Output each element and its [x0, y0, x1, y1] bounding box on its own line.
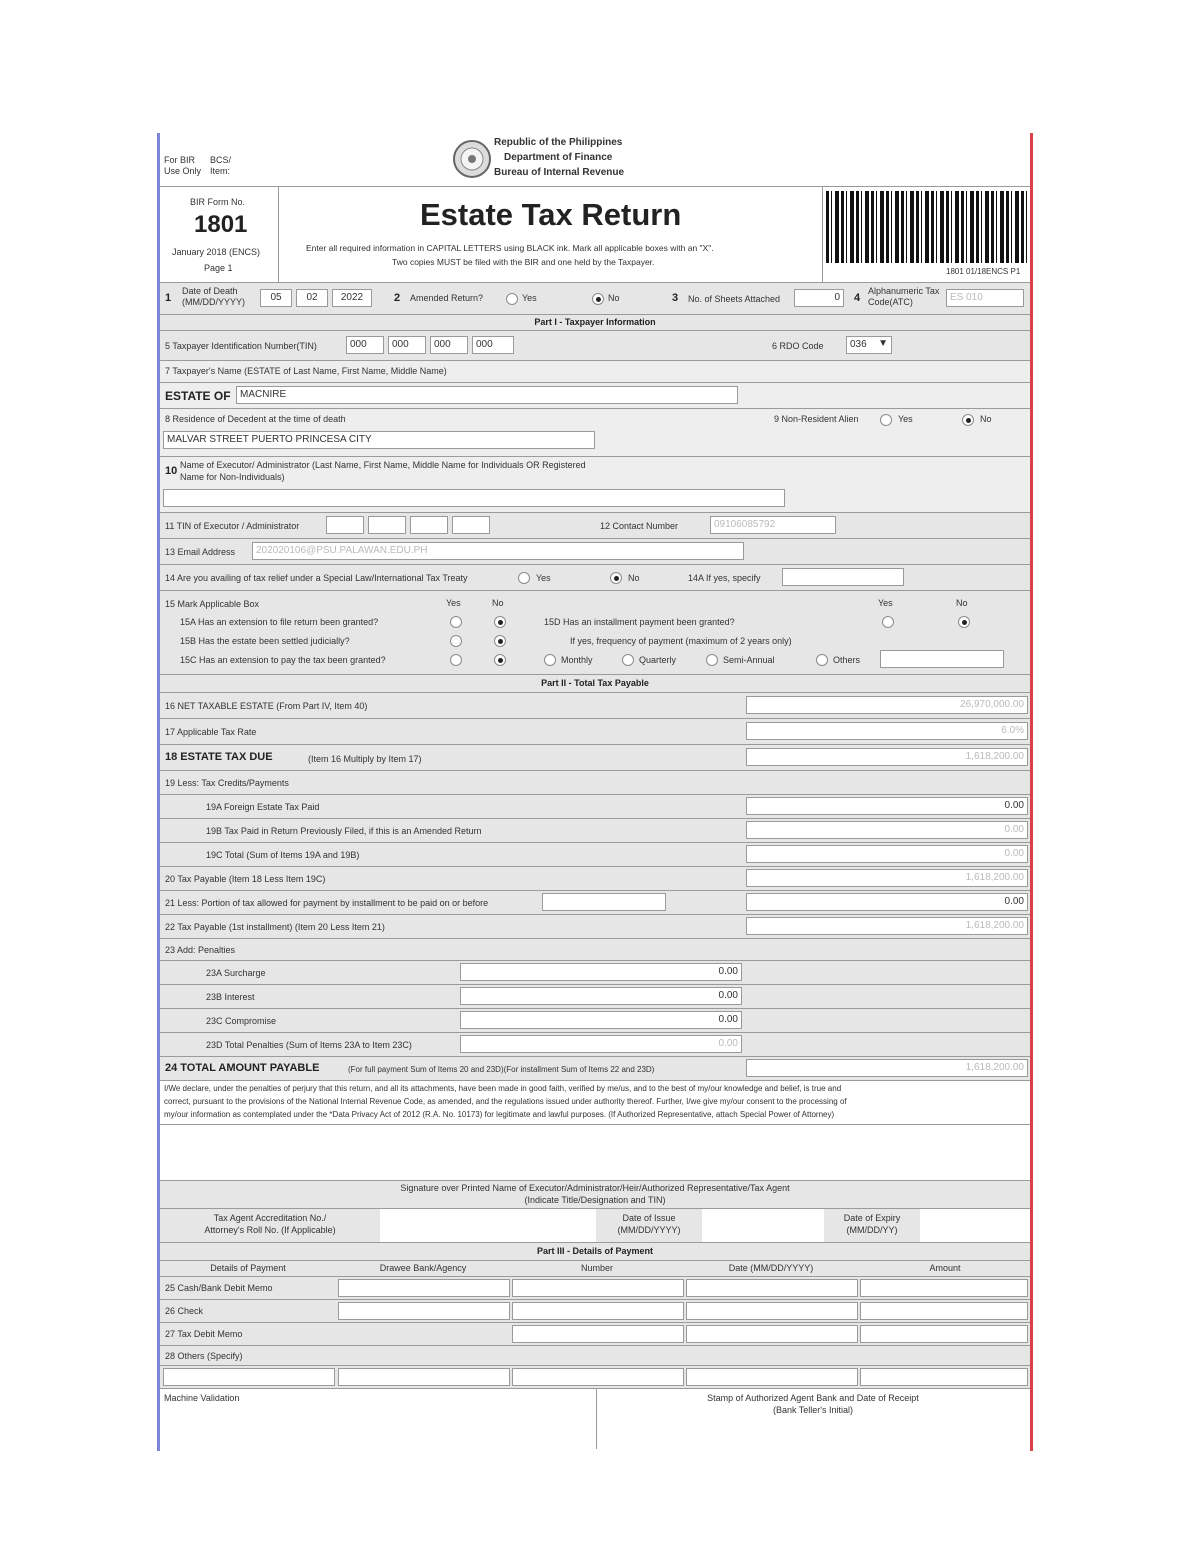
non-resident-no-radio[interactable] [962, 414, 974, 426]
item16-field[interactable]: 26,970,000.00 [746, 696, 1028, 714]
death-day-field[interactable]: 02 [296, 289, 328, 307]
others-drawee-field[interactable] [338, 1368, 510, 1386]
others-amount-field[interactable] [860, 1368, 1028, 1386]
item23a-row [160, 961, 1030, 985]
death-month-field[interactable]: 05 [260, 289, 292, 307]
item19b-row [160, 819, 1030, 843]
item20-row [160, 867, 1030, 891]
part2-header: Part II - Total Tax Payable [160, 675, 1030, 693]
form-page: Page 1 [204, 263, 233, 273]
signature-area[interactable] [160, 1125, 1030, 1181]
cash-amount-field[interactable] [860, 1279, 1028, 1297]
tax-relief-label: 14 Are you availing of tax relief under a Special Law/International Tax Treaty [165, 573, 468, 583]
item19-label: 19 Less: Tax Credits/Payments [165, 778, 289, 788]
executor-tin-label: 11 TIN of Executor / Administrator [165, 521, 300, 531]
bir-use-label: For BIR Use Only [164, 155, 202, 176]
item15d-label: 15D Has an installment payment been granted? [544, 617, 735, 627]
form-title: Estate Tax Return [420, 197, 682, 232]
form-number: 1801 [194, 211, 248, 238]
department-text: Department of Finance [504, 152, 613, 163]
item17-field[interactable]: 6.0% [746, 722, 1028, 740]
item10-row: 10 Name of Executor/ Administrator (Last Name, First Name, Middle Name for Individuals OR Registered Name for Non-Individuals) [160, 457, 1030, 513]
republic-text: Republic of the Philippines [494, 137, 623, 148]
payment-header-row: Details of Payment Drawee Bank/Agency Number Date (MM/DD/YYYY) Amount [160, 1261, 1030, 1277]
item22-row [160, 915, 1030, 939]
email-field[interactable]: 202020106@PSU.PALAWAN.EDU.PH [252, 542, 744, 560]
item23b-label: 23B Interest [206, 992, 255, 1002]
item20-label: 20 Tax Payable (Item 18 Less Item 19C) [165, 874, 326, 884]
item23c-row [160, 1009, 1030, 1033]
amended-yes-radio[interactable] [506, 293, 518, 305]
contact-number-field[interactable]: 09106085792 [710, 516, 836, 534]
item19a-label: 19A Foreign Estate Tax Paid [206, 802, 320, 812]
item23-label: 23 Add: Penalties [165, 945, 236, 955]
item23d-row [160, 1033, 1030, 1057]
item21-row [160, 891, 1030, 915]
item19b-label: 19B Tax Paid in Return Previously Filed, if this is an Amended Return [206, 826, 482, 836]
item15c-label: 15C Has an extension to pay the tax been granted? [180, 655, 386, 665]
email-label: 13 Email Address [165, 547, 236, 557]
residence-label: 8 Residence of Decedent at the time of death [165, 414, 346, 424]
tin-field-4[interactable]: 000 [472, 336, 514, 354]
item19c-field[interactable]: 0.00 [746, 845, 1028, 863]
payment-row-others: 28 Others (Specify) [160, 1346, 1030, 1366]
cash-date-field[interactable] [686, 1279, 858, 1297]
tdm-date-field[interactable] [686, 1325, 858, 1343]
date-of-issue-label: Date of Issue [622, 1213, 676, 1223]
item22-label: 22 Tax Payable (1st installment) (Item 20 Less Item 21) [165, 922, 385, 932]
check-number-field[interactable] [512, 1302, 684, 1320]
item15a-yes-radio[interactable] [450, 616, 462, 628]
agent-row: Tax Agent Accreditation No./ Attorney's Roll No. (If Applicable) Date of Issue (MM/DD/YYYY) Date of Expiry (MM/DD/YY) [160, 1209, 1030, 1243]
cash-drawee-field[interactable] [338, 1279, 510, 1297]
executor-tin-1[interactable] [326, 516, 364, 534]
form-instruction-2: Two copies MUST be filed with the BIR and one held by the Taxpayer. [392, 257, 655, 267]
item17-label: 17 Applicable Tax Rate [165, 727, 257, 737]
tax-relief-yes-radio[interactable] [518, 572, 530, 584]
atc-field[interactable]: ES 010 [946, 289, 1024, 307]
machine-validation-label: Machine Validation [164, 1393, 240, 1403]
item23d-label: 23D Total Penalties (Sum of Items 23A to Item 23C) [206, 1040, 412, 1050]
mark-applicable-label: 15 Mark Applicable Box [165, 599, 260, 609]
item15-row: 15 Mark Applicable Box Yes No 15A Has an extension to file return been granted? 15B Has the estate been settled judicially? 15C Has an extension to pay the tax been granted? 15D Has an installment payment been granted? Yes No If yes, frequency of payment (maximum of 2 years only) Monthly Quarterly Semi-Annual Others [160, 591, 1030, 675]
payment-row-others-fields [160, 1366, 1030, 1389]
item15b-no-radio[interactable] [494, 635, 506, 647]
bureau-text: Bureau of Internal Revenue [494, 167, 625, 178]
item19b-field[interactable]: 0.00 [746, 821, 1028, 839]
tin-field-3[interactable]: 000 [430, 336, 468, 354]
item23d-field[interactable]: 0.00 [460, 1035, 742, 1053]
executor-name-field[interactable] [163, 489, 785, 507]
item15a-label: 15A Has an extension to file return been granted? [180, 617, 379, 627]
rdo-label: 6 RDO Code [772, 341, 824, 351]
atc-label: Alphanumeric Tax Code(ATC) [868, 286, 940, 307]
cash-number-field[interactable] [512, 1279, 684, 1297]
tdm-amount-field[interactable] [860, 1325, 1028, 1343]
item21-field[interactable]: 0.00 [746, 893, 1028, 911]
tin-field-2[interactable]: 000 [388, 336, 426, 354]
item15d-yes-radio[interactable] [882, 616, 894, 628]
item17-row [160, 719, 1030, 745]
amended-return-label: Amended Return? [410, 293, 484, 303]
item7-label-row [160, 361, 1030, 383]
item8-row: 8 Residence of Decedent at the time of death MALVAR STREET PUERTO PRINCESA CITY 9 Non-Resident Alien Yes No [160, 409, 1030, 457]
date-of-expiry-label: Date of Expiry [843, 1213, 901, 1223]
item15a-no-radio[interactable] [494, 616, 506, 628]
rdo-select[interactable]: 036 ▼ [846, 336, 892, 354]
tdm-number-field[interactable] [512, 1325, 684, 1343]
item5-row [160, 331, 1030, 361]
check-drawee-field[interactable] [338, 1302, 510, 1320]
item21-date-field[interactable] [542, 893, 666, 911]
chevron-down-icon: ▼ [878, 338, 888, 349]
title-band [160, 187, 1030, 283]
item23a-field[interactable]: 0.00 [460, 963, 742, 981]
form-label: BIR Form No. [190, 197, 246, 207]
item15d-no-radio[interactable] [958, 616, 970, 628]
item24-field[interactable]: 1,618,200.00 [746, 1059, 1028, 1077]
declaration: I/We declare, under the penalties of perjury that this return, and all its attachments, have been made in good faith, verified by me/us, and to the best of my/our knowledge and belief, is true and correct, pursuant to the provisions of the National Internal Revenue Code, as amended, and the regulations issued under authority thereof. Further, I/we give my/our consent to the processing of my/our information as contemplated under the *Data Privacy Act of 2012 (R.A. No. 10173) for legitimate and lawful purposes. (If Authorized Representative, attach Special Power of Attorney) [160, 1081, 1030, 1125]
payment-row-check: 26 Check [160, 1300, 1030, 1323]
item22-field[interactable]: 1,618,200.00 [746, 917, 1028, 935]
sheets-attached-label: No. of Sheets Attached [688, 294, 781, 304]
sheets-attached-field[interactable]: 0 [794, 289, 844, 307]
bir-seal-icon [452, 137, 492, 181]
item13-row [160, 539, 1030, 565]
part1-header: Part I - Taxpayer Information [160, 315, 1030, 331]
amended-no-radio[interactable] [592, 293, 604, 305]
item19a-field[interactable]: 0.00 [746, 797, 1028, 815]
item7-row [160, 383, 1030, 409]
validation-footer: Machine Validation Stamp of Authorized Agent Bank and Date of Receipt (Bank Teller's Initial) [160, 1389, 1030, 1449]
items-1-4-row: 1 Date of Death (MM/DD/YYYY) 05 02 2022 2 Amended Return? Yes No 3 No. of Sheets Attached 0 4 Alphanumeric Tax Code(ATC) ES 010 [160, 283, 1030, 315]
item23c-label: 23C Compromise [206, 1016, 277, 1026]
taxpayer-name-label: 7 Taxpayer's Name (ESTATE of Last Name, First Name, Middle Name) [165, 366, 447, 376]
part3-header: Part III - Details of Payment [160, 1243, 1030, 1261]
tin-field-1[interactable]: 000 [346, 336, 384, 354]
form-version: January 2018 (ENCS) [172, 247, 261, 257]
executor-tin-4[interactable] [452, 516, 490, 534]
tax-relief-no-radio[interactable] [610, 572, 622, 584]
barcode-code: 1801 01/18ENCS P1 [946, 267, 1021, 276]
freq-others-radio[interactable] [816, 654, 828, 666]
executor-tin-2[interactable] [368, 516, 406, 534]
item20-field[interactable]: 1,618,200.00 [746, 869, 1028, 887]
item15c-yes-radio[interactable] [450, 654, 462, 666]
accreditation-label: Tax Agent Accreditation No./ [213, 1213, 327, 1223]
others-number-field[interactable] [512, 1368, 684, 1386]
residence-field[interactable]: MALVAR STREET PUERTO PRINCESA CITY [163, 431, 595, 449]
item15b-yes-radio[interactable] [450, 635, 462, 647]
item23a-label: 23A Surcharge [206, 968, 266, 978]
death-year-field[interactable]: 2022 [332, 289, 372, 307]
item19a-row [160, 795, 1030, 819]
freq-quarterly-radio[interactable] [622, 654, 634, 666]
item18-row: 18 ESTATE TAX DUE (Item 16 Multiply by Item 17) 1,618,200.00 [160, 745, 1030, 771]
item18-label: 18 ESTATE TAX DUE [165, 751, 273, 763]
item24-label: 24 TOTAL AMOUNT PAYABLE [165, 1062, 320, 1074]
freq-others-field[interactable] [880, 650, 1004, 668]
payment-row-cash: 25 Cash/Bank Debit Memo [160, 1277, 1030, 1300]
item23b-row [160, 985, 1030, 1009]
bcs-label: BCS/ Item: [210, 155, 232, 176]
item21-label: 21 Less: Portion of tax allowed for payment by installment to be paid on or before [165, 898, 489, 908]
item16-label: 16 NET TAXABLE ESTATE (From Part IV, Item 40) [165, 701, 368, 711]
item18-field[interactable]: 1,618,200.00 [746, 748, 1028, 766]
freq-semi-annual-radio[interactable] [706, 654, 718, 666]
check-amount-field[interactable] [860, 1302, 1028, 1320]
stamp-label: Stamp of Authorized Agent Bank and Date of Receipt [707, 1393, 919, 1403]
non-resident-yes-radio[interactable] [880, 414, 892, 426]
freq-monthly-radio[interactable] [544, 654, 556, 666]
executor-tin-3[interactable] [410, 516, 448, 534]
payment-row-tdm: 27 Tax Debit Memo [160, 1323, 1030, 1346]
tax-relief-specify-label: 14A If yes, specify [688, 573, 761, 583]
executor-name-label: Name of Executor/ Administrator (Last Name, First Name, Middle Name for Individuals OR Registered [180, 460, 586, 470]
item23-row [160, 939, 1030, 961]
date-of-death-label: Date of Death (MM/DD/YYYY) [182, 286, 245, 307]
item19-row [160, 771, 1030, 795]
item19c-label: 19C Total (Sum of Items 19A and 19B) [206, 850, 360, 860]
estate-tax-return-form [157, 133, 1033, 1451]
installment-frequency-label: If yes, frequency of payment (maximum of 2 years only) [570, 636, 792, 646]
check-date-field[interactable] [686, 1302, 858, 1320]
item23c-field[interactable]: 0.00 [460, 1011, 742, 1029]
item11-row [160, 513, 1030, 539]
item23b-field[interactable]: 0.00 [460, 987, 742, 1005]
item19c-row [160, 843, 1030, 867]
taxpayer-name-field[interactable]: MACNIRE [236, 386, 738, 404]
tax-relief-specify-field[interactable] [782, 568, 904, 586]
item24-row: 24 TOTAL AMOUNT PAYABLE (For full payment Sum of Items 20 and 23D)(For installment Sum of Items 22 and 23D) 1,618,200.00 [160, 1057, 1030, 1081]
non-resident-label: 9 Non-Resident Alien [774, 414, 859, 424]
signature-caption: Signature over Printed Name of Executor/Administrator/Heir/Authorized Representative/Tax Agent (Indicate Title/Designation and TIN) [160, 1181, 1030, 1209]
contact-number-label: 12 Contact Number [600, 521, 679, 531]
others-date-field[interactable] [686, 1368, 858, 1386]
item16-row [160, 693, 1030, 719]
header-band [160, 133, 1030, 187]
item15c-no-radio[interactable] [494, 654, 506, 666]
form-instruction-1: Enter all required information in CAPITAL LETTERS using BLACK ink. Mark all applicable boxes with an "X". [306, 243, 714, 253]
item15b-label: 15B Has the estate been settled judicially? [180, 636, 350, 646]
item14-row: 14 Are you availing of tax relief under a Special Law/International Tax Treaty Yes No 14A If yes, specify [160, 565, 1030, 591]
others-specify-field[interactable] [163, 1368, 335, 1386]
barcode-icon [826, 191, 1030, 263]
tin-label: 5 Taxpayer Identification Number(TIN) [165, 341, 317, 351]
estate-of-prefix: ESTATE OF [165, 389, 231, 403]
